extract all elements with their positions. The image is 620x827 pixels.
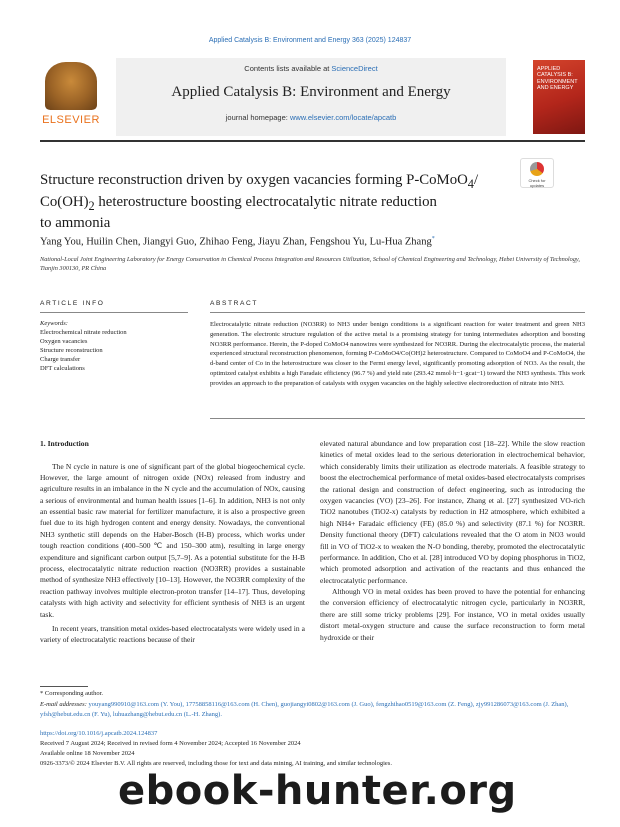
crossmark-icon [530, 162, 544, 176]
body-column-left [40, 438, 305, 649]
header-divider [40, 140, 585, 142]
journal-cover-thumbnail[interactable]: APPLIED CATALYSIS B: ENVIRONMENT AND ENERGY [533, 60, 585, 134]
email-links[interactable]: youyang990910@163.com (Y. You), 17758858116@163.com (H. Chen), guojiangyi0802@163.com (J. Guo), fengzhihao0519@163.com (Z. Feng), zjy991286073@163.com (J. Zhan), yfsh@hebut.edu.cn (F. Yu), luhuazhang@hebut.edu.cn (L.-H. Zhang). [40, 701, 569, 718]
keywords-block [40, 320, 188, 374]
elsevier-tree-icon [45, 62, 97, 110]
emails-label: E-mail addresses: [40, 701, 89, 708]
keyword-item: Structure reconstruction [40, 346, 103, 354]
check-updates-label: Check for updates [528, 178, 546, 188]
available-online-date: Available online 18 November 2024 [40, 750, 135, 757]
paragraph: The N cycle in nature is one of significant part of the global biogeochemical cycle. However, the large amount of nitrogen oxide (NOx) released from industry and agriculture results in an imbalance in the N cycle and the accumulation of NOx, causing a serious of environmental and human health issues [1–6]. In addition, NH3 is not only an essential basic raw material for fertilizer manufacture, it is also a prospective green fuel due to its high hydrogen content and energy density. Nowadays, the conventional NH3 synthetic still depends on the Haber-Bosch (H-B) process, which works under tough reaction conditions (400–500 ℃ and 150–300 atm), resulting in large energy expenditure and significant carbon output [5,7–9]. As a potential substitute for the H-B process, electrocatalytic nitrate reduction reaction (NO3RR) provides a sustainable method of synthesize NH3 effectively [10–13]. However, the NO3RR complexity of the reaction pathway involves multiple electron-proton transfer [14–17]. Thus, developing catalysts with high activity and selectivity for efficient synthesis of NH3 is an urgent task. [40, 461, 305, 619]
email-addresses [40, 700, 585, 720]
received-dates: Received 7 August 2024; Received in revised form 4 November 2024; Accepted 16 November 2024 [40, 740, 301, 747]
keyword-item: Electrochemical nitrate reduction [40, 328, 127, 336]
keyword-item: Charge transfer [40, 355, 81, 363]
title-sub2: 2 [88, 198, 95, 213]
check-for-updates-button[interactable] [520, 158, 554, 188]
copyright-notice: 0926-3373/© 2024 Elsevier B.V. All rights are reserved, including those for text and data mining, AI training, and similar technologies. [40, 760, 392, 767]
keyword-item: Oxygen vacancies [40, 337, 88, 345]
corresponding-mark[interactable]: * [431, 236, 435, 242]
title-line1-end: / [473, 172, 479, 188]
paragraph: Although VO in metal oxides has been proved to have the potential for enhancing the conversion efficiency of electrocatalytic nitrogen cycle, particularly in NO3RR, there are still some tricky problems [29]. For instance, VO in metal oxides usually distort metal-oxygen structure and cause the surface reconstruction to form metal hydroxide or their [320, 587, 585, 642]
contents-prefix: Contents lists available at [244, 64, 332, 73]
elsevier-logo [40, 62, 102, 136]
author-list [40, 236, 585, 248]
paper-title [40, 171, 500, 233]
footnote-rule [40, 686, 88, 687]
body-column-right [320, 438, 585, 646]
homepage-line [116, 113, 506, 122]
title-line3: to ammonia [40, 215, 111, 232]
homepage-link[interactable]: www.elsevier.com/locate/apcatb [289, 113, 397, 122]
abstract-label: ABSTRACT [210, 300, 258, 307]
sciencedirect-link[interactable]: ScienceDirect [331, 64, 378, 73]
title-line2-end: heterostructure boosting electrocatalytic nitrate reduction [94, 193, 437, 210]
title-sub1: 4 [467, 176, 474, 191]
journal-header [40, 58, 585, 136]
title-line1: Structure reconstruction driven by oxygen vacancies forming P-CoMoO [40, 172, 468, 188]
affiliation: National-Local Joint Engineering Laboratory for Energy Conservation in Chemical Process Integration and Resources Utilization, School of Chemical Engineering and Technology, Hebei University of Technology, Tianjin 300130, PR China [40, 256, 580, 272]
keywords-heading: Keywords: [40, 320, 68, 327]
abstract-rule-top [210, 312, 585, 313]
abstract-text: Electrocatalytic nitrate reduction (NO3RR) to NH3 under benign conditions is a significant reaction for water treatment and green NH3 generation. The electronic structure regulation of the active metal is a promising strategy for tuning intermediates adsorption and boosting NO3RR performance. Herein, the P-doped CoMoO4 nanowires were synthesized for NO3RR. During the electrocatalytic process, the material experienced structural reconstruction phenomenon, forming P-CoMoO4/Co(OH)2 heterostructure. Compared to CoMoO4 and P-CoMoO4, the d-band center of Co in the heterostructure was closer to the Fermi energy level, significantly promoting adsorption of NO3. As the result, the optimized catalyst exhibits a high Faradaic efficiency (96.7 %) and yield rate (293.42 mmol·h−1·gcat−1) toward the NH3 synthesis. This work provides an approach to the preparation of catalysts with oxygen vacancies on the highly selective electroreduction of nitrate into NH3. [210, 321, 585, 387]
contents-line [116, 64, 506, 73]
journal-title: Applied Catalysis B: Environment and Energy [171, 84, 451, 100]
authors-text: Yang You, Huilin Chen, Jiangyi Guo, Zhihao Feng, Jiayu Zhan, Fengshou Yu, Lu-Hua Zhang [40, 236, 432, 248]
section-heading: 1. Introduction [40, 439, 89, 448]
paragraph: elevated natural abundance and low preparation cost [18–22]. While the slow reaction kinetics of metal oxides lead to the serious deterioration in electrochemical behavior, which considerably limits their utilization as electrode materials. A feasible strategy to boost the electrochemical performance of metal oxides-based electrocatalysts comprises the rational design and construction of defect engineering, such as introducing the oxygen vacancies (VO) [23–26]. For instance, Zhang et al. [27] synthesized VO-rich TiO2 nanotubes (TiO2-x) catalysts by reduction in H2 atmosphere, which exhibited a high NH4+ Faradaic efficiency (FE) (85.0 %) and selectivity (87.1 %) for NO3RR. Density functional theory (DFT) calculations revealed that the O atom in NO3 would fill in VO of TiO2-x to weaken the N-O bonding, thereby, promoted the electrocatalytic performance. In addition, Cho et al. [28] introduced VO by doping phosphorus in TiO2, which promoted adsorption and activation of the reactants and thus enhanced the electrocatalytic performance. [320, 439, 585, 585]
homepage-prefix: journal homepage: [225, 113, 290, 122]
article-info-rule [40, 312, 188, 313]
keyword-item: DFT calculations [40, 364, 85, 372]
doi-link[interactable]: https://doi.org/10.1016/j.apcatb.2024.124837 [40, 730, 158, 737]
elsevier-wordmark: ELSEVIER [42, 114, 100, 126]
watermark: ebook-hunter.org [118, 768, 517, 814]
abstract-rule-bottom [210, 418, 585, 419]
article-info-label: ARTICLE INFO [40, 300, 105, 307]
title-line2-start: Co(OH) [40, 193, 89, 210]
paragraph: In recent years, transition metal oxides-based electrocatalysts were widely used in a variety of electrocatalytic reactions because of their [40, 624, 305, 645]
journal-citation[interactable]: Applied Catalysis B: Environment and Energy 363 (2025) 124837 [208, 37, 412, 44]
corresponding-author-note: * Corresponding author. [40, 690, 104, 697]
journal-info-box [116, 58, 506, 136]
